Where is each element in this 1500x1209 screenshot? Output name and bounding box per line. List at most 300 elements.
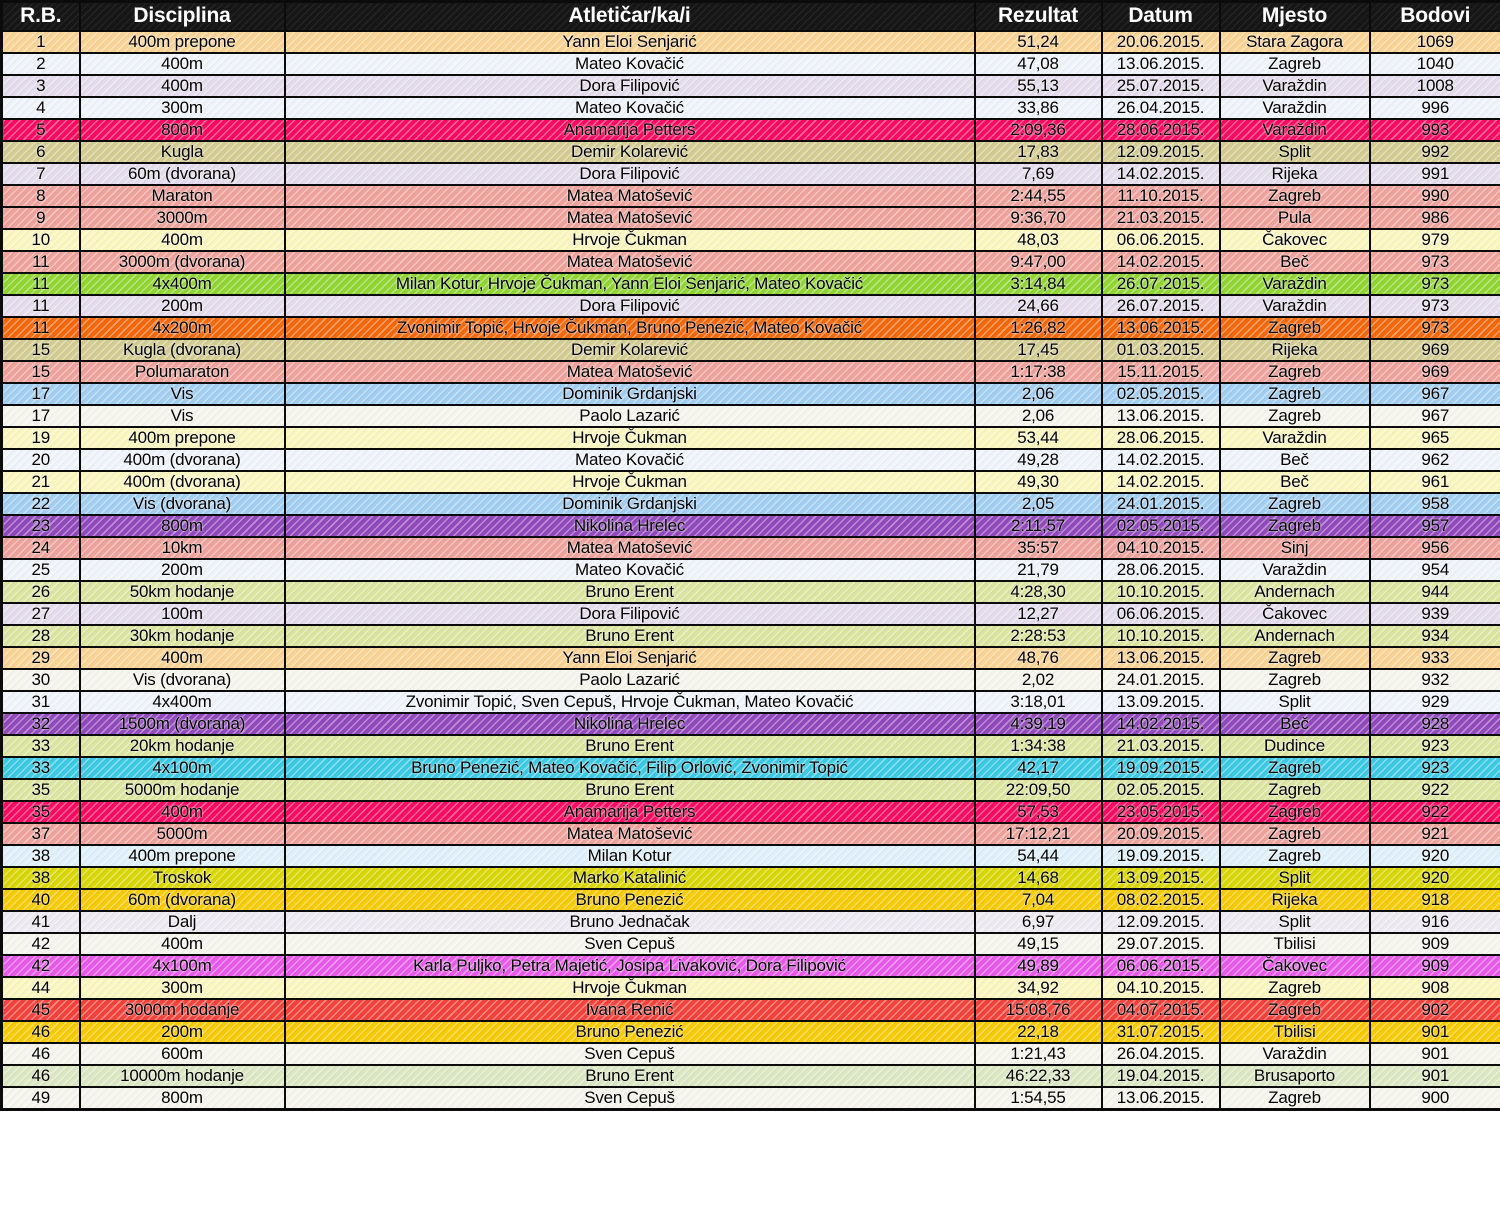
points-cell: 1040 [1370,53,1500,75]
place-cell: Zagreb [1220,383,1370,405]
points-cell: 954 [1370,559,1500,581]
place-cell: Split [1220,911,1370,933]
result-cell: 49,30 [975,471,1102,493]
rank-cell: 11 [2,251,80,273]
rank-cell: 41 [2,911,80,933]
result-cell: 46:22,33 [975,1065,1102,1087]
result-cell: 55,13 [975,75,1102,97]
points-cell: 901 [1370,1065,1500,1087]
points-cell: 996 [1370,97,1500,119]
place-cell: Tbilisi [1220,933,1370,955]
athlete-cell: Hrvoje Čukman [285,471,975,493]
date-cell: 21.03.2015. [1102,207,1220,229]
rank-cell: 49 [2,1087,80,1110]
points-cell: 956 [1370,537,1500,559]
points-cell: 922 [1370,801,1500,823]
rank-cell: 21 [2,471,80,493]
result-cell: 24,66 [975,295,1102,317]
athlete-cell: Bruno Erent [285,1065,975,1087]
result-cell: 17,83 [975,141,1102,163]
result-cell: 2,06 [975,383,1102,405]
points-cell: 967 [1370,383,1500,405]
result-cell: 4:28,30 [975,581,1102,603]
date-cell: 19.09.2015. [1102,757,1220,779]
discipline-cell: Dalj [80,911,285,933]
place-cell: Zagreb [1220,53,1370,75]
rank-cell: 25 [2,559,80,581]
place-cell: Čakovec [1220,603,1370,625]
table-row [2,1021,1500,1043]
date-cell: 12.09.2015. [1102,141,1220,163]
place-cell: Stara Zagora [1220,31,1370,53]
rank-cell: 33 [2,735,80,757]
place-cell: Beč [1220,713,1370,735]
result-cell: 2,06 [975,405,1102,427]
discipline-cell: Troskok [80,867,285,889]
date-cell: 24.01.2015. [1102,493,1220,515]
result-cell: 53,44 [975,427,1102,449]
rank-cell: 38 [2,867,80,889]
points-cell: 934 [1370,625,1500,647]
table-row [2,581,1500,603]
place-cell: Zagreb [1220,361,1370,383]
place-cell: Zagreb [1220,515,1370,537]
points-cell: 973 [1370,295,1500,317]
table-header [2,2,1500,31]
column-header-rezultat: Rezultat [975,2,1102,31]
date-cell: 28.06.2015. [1102,427,1220,449]
date-cell: 13.06.2015. [1102,317,1220,339]
place-cell: Varaždin [1220,273,1370,295]
discipline-cell: Kugla [80,141,285,163]
date-cell: 26.07.2015. [1102,273,1220,295]
place-cell: Tbilisi [1220,1021,1370,1043]
points-cell: 901 [1370,1021,1500,1043]
table-row [2,845,1500,867]
rank-cell: 15 [2,339,80,361]
athlete-cell: Dora Filipović [285,75,975,97]
discipline-cell: 4x400m [80,273,285,295]
rank-cell: 11 [2,317,80,339]
athlete-cell: Dominik Grdanjski [285,383,975,405]
rank-cell: 17 [2,383,80,405]
points-cell: 990 [1370,185,1500,207]
place-cell: Split [1220,141,1370,163]
place-cell: Beč [1220,251,1370,273]
date-cell: 14.02.2015. [1102,251,1220,273]
points-cell: 986 [1370,207,1500,229]
points-cell: 1008 [1370,75,1500,97]
rank-cell: 10 [2,229,80,251]
rank-cell: 33 [2,757,80,779]
result-cell: 2:44,55 [975,185,1102,207]
discipline-cell: Vis [80,405,285,427]
date-cell: 01.03.2015. [1102,339,1220,361]
table-row [2,559,1500,581]
discipline-cell: 400m prepone [80,31,285,53]
discipline-cell: 300m [80,97,285,119]
athlete-cell: Bruno Erent [285,735,975,757]
table-row [2,185,1500,207]
result-cell: 22,18 [975,1021,1102,1043]
points-cell: 958 [1370,493,1500,515]
date-cell: 26.04.2015. [1102,97,1220,119]
place-cell: Varaždin [1220,295,1370,317]
athlete-cell: Nikolina Hrelec [285,713,975,735]
place-cell: Zagreb [1220,757,1370,779]
discipline-cell: 4x100m [80,955,285,977]
table-row [2,427,1500,449]
date-cell: 14.02.2015. [1102,713,1220,735]
athlete-cell: Milan Kotur [285,845,975,867]
date-cell: 06.06.2015. [1102,229,1220,251]
table-row [2,801,1500,823]
date-cell: 26.04.2015. [1102,1043,1220,1065]
points-cell: 969 [1370,361,1500,383]
date-cell: 19.04.2015. [1102,1065,1220,1087]
discipline-cell: 200m [80,559,285,581]
rank-cell: 32 [2,713,80,735]
discipline-cell: 300m [80,977,285,999]
rank-cell: 17 [2,405,80,427]
rank-cell: 26 [2,581,80,603]
date-cell: 02.05.2015. [1102,383,1220,405]
table-row [2,273,1500,295]
result-cell: 54,44 [975,845,1102,867]
column-header-disciplina: Disciplina [80,2,285,31]
column-header-mjesto: Mjesto [1220,2,1370,31]
place-cell: Rijeka [1220,163,1370,185]
discipline-cell: 800m [80,515,285,537]
athlete-cell: Matea Matošević [285,361,975,383]
rank-cell: 45 [2,999,80,1021]
place-cell: Zagreb [1220,669,1370,691]
athlete-cell: Hrvoje Čukman [285,427,975,449]
table-row [2,405,1500,427]
points-cell: 979 [1370,229,1500,251]
discipline-cell: 4x200m [80,317,285,339]
table-row [2,229,1500,251]
table-row [2,713,1500,735]
date-cell: 13.09.2015. [1102,691,1220,713]
result-cell: 7,69 [975,163,1102,185]
column-header-atleticar: Atletičar/ka/i [285,2,975,31]
table-row [2,999,1500,1021]
result-cell: 48,76 [975,647,1102,669]
points-cell: 908 [1370,977,1500,999]
points-cell: 944 [1370,581,1500,603]
result-cell: 2,05 [975,493,1102,515]
rank-cell: 42 [2,955,80,977]
date-cell: 02.05.2015. [1102,779,1220,801]
date-cell: 13.06.2015. [1102,405,1220,427]
date-cell: 12.09.2015. [1102,911,1220,933]
result-cell: 9:47,00 [975,251,1102,273]
result-cell: 14,68 [975,867,1102,889]
result-cell: 22:09,50 [975,779,1102,801]
date-cell: 11.10.2015. [1102,185,1220,207]
date-cell: 26.07.2015. [1102,295,1220,317]
points-cell: 932 [1370,669,1500,691]
column-header-bodovi: Bodovi [1370,2,1500,31]
rank-cell: 1 [2,31,80,53]
discipline-cell: 400m [80,53,285,75]
place-cell: Varaždin [1220,559,1370,581]
points-cell: 921 [1370,823,1500,845]
athlete-cell: Anamarija Petters [285,801,975,823]
athlete-cell: Marko Katalinić [285,867,975,889]
discipline-cell: 4x100m [80,757,285,779]
date-cell: 14.02.2015. [1102,163,1220,185]
rank-cell: 38 [2,845,80,867]
table-row [2,31,1500,53]
rank-cell: 11 [2,273,80,295]
points-cell: 962 [1370,449,1500,471]
discipline-cell: 400m [80,647,285,669]
date-cell: 25.07.2015. [1102,75,1220,97]
rank-cell: 46 [2,1021,80,1043]
place-cell: Zagreb [1220,999,1370,1021]
athlete-cell: Sven Cepuš [285,1087,975,1110]
athlete-cell: Bruno Erent [285,779,975,801]
table-row [2,779,1500,801]
rank-cell: 4 [2,97,80,119]
place-cell: Rijeka [1220,889,1370,911]
discipline-cell: Maraton [80,185,285,207]
points-cell: 929 [1370,691,1500,713]
date-cell: 28.06.2015. [1102,559,1220,581]
points-cell: 973 [1370,251,1500,273]
date-cell: 04.07.2015. [1102,999,1220,1021]
date-cell: 13.09.2015. [1102,867,1220,889]
table-row [2,1087,1500,1110]
date-cell: 24.01.2015. [1102,669,1220,691]
table-row [2,669,1500,691]
place-cell: Sinj [1220,537,1370,559]
result-cell: 2:09,36 [975,119,1102,141]
place-cell: Rijeka [1220,339,1370,361]
date-cell: 20.06.2015. [1102,31,1220,53]
points-cell: 909 [1370,955,1500,977]
result-cell: 33,86 [975,97,1102,119]
table-row [2,955,1500,977]
discipline-cell: Kugla (dvorana) [80,339,285,361]
place-cell: Andernach [1220,581,1370,603]
athlete-cell: Bruno Erent [285,625,975,647]
points-cell: 961 [1370,471,1500,493]
discipline-cell: 50km hodanje [80,581,285,603]
rank-cell: 5 [2,119,80,141]
discipline-cell: 3000m [80,207,285,229]
place-cell: Beč [1220,449,1370,471]
place-cell: Zagreb [1220,405,1370,427]
athlete-cell: Demir Kolarević [285,339,975,361]
rank-cell: 35 [2,779,80,801]
athlete-cell: Mateo Kovačić [285,449,975,471]
rank-cell: 23 [2,515,80,537]
discipline-cell: 400m [80,933,285,955]
table-row [2,625,1500,647]
date-cell: 28.06.2015. [1102,119,1220,141]
athlete-cell: Hrvoje Čukman [285,977,975,999]
points-cell: 965 [1370,427,1500,449]
discipline-cell: 800m [80,1087,285,1110]
result-cell: 35:57 [975,537,1102,559]
athlete-cell: Ivana Renić [285,999,975,1021]
rank-cell: 42 [2,933,80,955]
discipline-cell: 200m [80,295,285,317]
athlete-cell: Matea Matošević [285,537,975,559]
result-cell: 17,45 [975,339,1102,361]
place-cell: Varaždin [1220,1043,1370,1065]
discipline-cell: 1500m (dvorana) [80,713,285,735]
result-cell: 1:54,55 [975,1087,1102,1110]
discipline-cell: 10000m hodanje [80,1065,285,1087]
table-body [2,31,1500,1110]
table-row [2,515,1500,537]
discipline-cell: 100m [80,603,285,625]
discipline-cell: 600m [80,1043,285,1065]
date-cell: 06.06.2015. [1102,603,1220,625]
rank-cell: 19 [2,427,80,449]
discipline-cell: 400m (dvorana) [80,449,285,471]
athlete-cell: Mateo Kovačić [285,97,975,119]
rank-cell: 15 [2,361,80,383]
result-cell: 1:21,43 [975,1043,1102,1065]
athlete-cell: Dora Filipović [285,295,975,317]
result-cell: 3:18,01 [975,691,1102,713]
discipline-cell: 5000m hodanje [80,779,285,801]
rank-cell: 3 [2,75,80,97]
table-row [2,295,1500,317]
table-row [2,471,1500,493]
rank-cell: 35 [2,801,80,823]
result-cell: 2:11,57 [975,515,1102,537]
discipline-cell: 400m (dvorana) [80,471,285,493]
date-cell: 19.09.2015. [1102,845,1220,867]
rank-cell: 27 [2,603,80,625]
athlete-cell: Nikolina Hrelec [285,515,975,537]
date-cell: 06.06.2015. [1102,955,1220,977]
discipline-cell: 3000m (dvorana) [80,251,285,273]
points-cell: 973 [1370,273,1500,295]
date-cell: 21.03.2015. [1102,735,1220,757]
points-cell: 920 [1370,867,1500,889]
result-cell: 49,28 [975,449,1102,471]
athlete-cell: Karla Puljko, Petra Majetić, Josipa Livaković, Dora Filipović [285,955,975,977]
discipline-cell: 60m (dvorana) [80,889,285,911]
rank-cell: 46 [2,1043,80,1065]
points-cell: 923 [1370,735,1500,757]
points-cell: 991 [1370,163,1500,185]
points-cell: 969 [1370,339,1500,361]
result-cell: 21,79 [975,559,1102,581]
date-cell: 23.05.2015. [1102,801,1220,823]
athlete-cell: Paolo Lazarić [285,405,975,427]
discipline-cell: 3000m hodanje [80,999,285,1021]
place-cell: Beč [1220,471,1370,493]
table-row [2,339,1500,361]
athlete-cell: Sven Cepuš [285,933,975,955]
result-cell: 4:39,19 [975,713,1102,735]
athlete-cell: Matea Matošević [285,185,975,207]
athlete-cell: Hrvoje Čukman [285,229,975,251]
rank-cell: 9 [2,207,80,229]
rank-cell: 29 [2,647,80,669]
result-cell: 2,02 [975,669,1102,691]
discipline-cell: Polumaraton [80,361,285,383]
points-cell: 900 [1370,1087,1500,1110]
table-row [2,735,1500,757]
athlete-cell: Yann Eloi Senjarić [285,647,975,669]
rank-cell: 31 [2,691,80,713]
points-cell: 992 [1370,141,1500,163]
place-cell: Varaždin [1220,97,1370,119]
athlete-cell: Bruno Jednačak [285,911,975,933]
discipline-cell: Vis (dvorana) [80,493,285,515]
table-row [2,119,1500,141]
points-cell: 918 [1370,889,1500,911]
rank-cell: 24 [2,537,80,559]
points-cell: 928 [1370,713,1500,735]
athlete-cell: Mateo Kovačić [285,559,975,581]
athlete-cell: Yann Eloi Senjarić [285,31,975,53]
result-cell: 48,03 [975,229,1102,251]
rank-cell: 20 [2,449,80,471]
place-cell: Pula [1220,207,1370,229]
place-cell: Varaždin [1220,119,1370,141]
table-row [2,537,1500,559]
result-cell: 47,08 [975,53,1102,75]
table-row [2,75,1500,97]
header-row [2,2,1500,31]
rank-cell: 2 [2,53,80,75]
table-row [2,691,1500,713]
date-cell: 04.10.2015. [1102,977,1220,999]
place-cell: Varaždin [1220,427,1370,449]
discipline-cell: 30km hodanje [80,625,285,647]
table-row [2,933,1500,955]
table-row [2,97,1500,119]
result-cell: 1:17:38 [975,361,1102,383]
table-row [2,647,1500,669]
rank-cell: 28 [2,625,80,647]
athlete-cell: Milan Kotur, Hrvoje Čukman, Yann Eloi Senjarić, Mateo Kovačić [285,273,975,295]
table-row [2,889,1500,911]
rank-cell: 40 [2,889,80,911]
result-cell: 15:08,76 [975,999,1102,1021]
place-cell: Andernach [1220,625,1370,647]
athlete-cell: Bruno Penezić [285,1021,975,1043]
discipline-cell: Vis (dvorana) [80,669,285,691]
table-row [2,207,1500,229]
athlete-cell: Bruno Penezić [285,889,975,911]
place-cell: Zagreb [1220,823,1370,845]
table-row [2,1043,1500,1065]
result-cell: 42,17 [975,757,1102,779]
points-cell: 993 [1370,119,1500,141]
discipline-cell: 800m [80,119,285,141]
athlete-cell: Anamarija Petters [285,119,975,141]
points-cell: 1069 [1370,31,1500,53]
table-row [2,823,1500,845]
date-cell: 13.06.2015. [1102,647,1220,669]
result-cell: 17:12,21 [975,823,1102,845]
athlete-cell: Sven Cepuš [285,1043,975,1065]
discipline-cell: 60m (dvorana) [80,163,285,185]
rank-cell: 11 [2,295,80,317]
date-cell: 14.02.2015. [1102,449,1220,471]
